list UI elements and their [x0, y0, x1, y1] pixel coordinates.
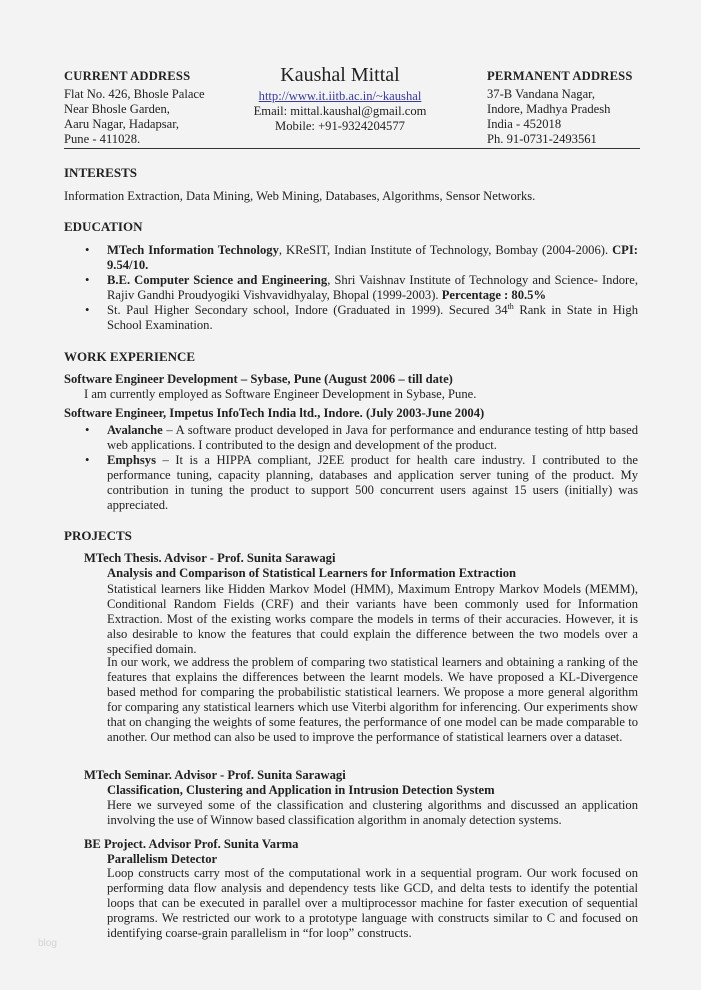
header-divider: [64, 148, 640, 149]
projects-heading: PROJECTS: [64, 528, 132, 543]
permanent-address-title: PERMANENT ADDRESS: [487, 69, 633, 83]
project-subtitle: Classification, Clustering and Application in Intrusion Detection System: [107, 783, 495, 797]
score: CPI: 9.54/10.: [107, 243, 638, 272]
watermark: blog: [38, 938, 57, 949]
details: – A software product developed in Java for performance and endurance testing of http based web applications. I contributed to the design and development of the product.: [107, 423, 638, 452]
project-paragraph: Loop constructs carry most of the computational work in a sequential program. Our work focused on performing data flow analysis and dependency tests like GCD, and delta tests to identify the potential loops that can be executed in parallel over a multiprocessor machine for faster execution of sequential programs. We restricted our work to a prototype language with constructs similar to C and focused on identifying coarse-grain parallelism in “for loop” constructs.: [107, 866, 638, 940]
address-line: Near Bhosle Garden,: [64, 102, 170, 116]
education-heading: EDUCATION: [64, 219, 143, 234]
email: Email: mittal.kaushal@gmail.com: [253, 104, 427, 118]
project-heading: BE Project. Advisor Prof. Sunita Varma: [84, 837, 299, 851]
project-subtitle: Parallelism Detector: [107, 852, 218, 866]
education-list: [64, 243, 638, 333]
address-line: Ph. 91-0731-2493561: [487, 132, 597, 146]
interests-text: Information Extraction, Data Mining, Web Mining, Databases, Algorithms, Sensor Networks.: [64, 189, 536, 203]
project-paragraph: Statistical learners like Hidden Markov Model (HMM), Maximum Entropy Markov Models (MEMM), Conditional Random Fields (CRF) and their variants have been commonly used for Information Extraction. Most of the existing works compare the models in terms of their accuracies. However, it is also desirable to know the features that could explain the difference between the two models over a specified domain.: [107, 582, 638, 656]
score: Percentage : 80.5%: [441, 288, 547, 302]
project-paragraph: Here we surveyed some of the classification and clustering algorithms and discussed an application involving the use of Winnow based classification algorithm in anomaly detection systems.: [107, 798, 638, 827]
details: , KReSIT, Indian Institute of Technology, Bombay (2004-2006).: [278, 243, 609, 257]
superscript: th: [507, 301, 514, 311]
details: Rank in State in High School Examination.: [107, 303, 638, 332]
mobile: Mobile: +91-9324204577: [275, 119, 405, 133]
details: St. Paul Higher Secondary school, Indore (Graduated in 1999). Secured 34: [107, 303, 508, 317]
job-description: I am currently employed as Software Engineer Development in Sybase, Pune.: [84, 387, 477, 401]
degree: MTech Information Technology: [107, 243, 279, 257]
job-item: • Emphsys – It is a HIPPA compliant, J2EE product for health care industry. I contributed to the performance tuning, capacity planning, databases and application server tuning of the product. My contribution in tuning the product to support 500 concurrent users against 15 users (initially) was appreciated.: [85, 453, 638, 512]
details: – It is a HIPPA compliant, J2EE product for health care industry. I contributed to the performance tuning, capacity planning, databases and application server tuning of the product. My contribution in tuning the product to support 500 concurrent users against 15 users (initially) was appreciated.: [107, 453, 638, 512]
education-item: • MTech Information Technology, KReSIT, Indian Institute of Technology, Bombay (2004-2006). CPI: 9.54/10.: [85, 243, 638, 272]
address-line: India - 452018: [487, 117, 562, 131]
job-heading: Software Engineer Development – Sybase, Pune (August 2006 – till date): [64, 372, 453, 386]
education-item: • B.E. Computer Science and Engineering, Shri Vaishnav Institute of Technology and Science- Indore, Rajiv Gandhi Proudyogiki Vishvavidhyalay, Bhopal (1999-2003). Percentage : 80.5%: [85, 273, 638, 302]
contact-block: [240, 65, 440, 134]
address-line: Flat No. 426, Bhosle Palace: [64, 87, 205, 101]
website-link[interactable]: http://www.it.iitb.ac.in/~kaushal: [258, 89, 422, 103]
education-item: • St. Paul Higher Secondary school, Indore (Graduated in 1999). Secured 34th Rank in State in High School Examination.: [85, 301, 638, 332]
current-address-title: CURRENT ADDRESS: [64, 69, 191, 83]
work-heading: WORK EXPERIENCE: [64, 349, 196, 364]
current-address: [64, 69, 205, 147]
address-line: Pune - 411028.: [64, 132, 141, 146]
details: , Shri Vaishnav Institute of Technology and Science- Indore, Rajiv Gandhi Proudyogiki Vishvavidhyalay, Bhopal (1999-2003).: [107, 273, 638, 302]
address-line: Aaru Nagar, Hadapsar,: [64, 117, 180, 131]
project-subtitle: Analysis and Comparison of Statistical Learners for Information Extraction: [107, 566, 517, 580]
product-name: Avalanche: [107, 423, 163, 437]
degree: B.E. Computer Science and Engineering: [107, 273, 328, 287]
project-heading: MTech Seminar. Advisor - Prof. Sunita Sarawagi: [84, 768, 346, 782]
job-item: • Avalanche – A software product developed in Java for performance and endurance testing of http based web applications. I contributed to the design and development of the product.: [85, 423, 638, 452]
job-list: [64, 423, 638, 513]
project-heading: MTech Thesis. Advisor - Prof. Sunita Sarawagi: [84, 551, 336, 565]
product-name: Emphsys: [107, 453, 156, 467]
project-paragraph: In our work, we address the problem of comparing two statistical learners and obtaining a ranking of the features that explains the differences between the learnt models. We have proposed a KL-Divergence based method for comparing the probabilistic statistical learners. We propose a more general algorithm for comparing any statistical learners which use Viterbi algorithm for inferencing. Our experiments show that on changing the weights of some features, the performance of one model can be made comparable to another. Our method can also be used to improve the performance of statistical learners over a dataset.: [107, 655, 638, 744]
candidate-name: Kaushal Mittal: [280, 64, 400, 86]
interests-heading: INTERESTS: [64, 165, 137, 180]
address-line: Indore, Madhya Pradesh: [487, 102, 611, 116]
address-line: 37-B Vandana Nagar,: [487, 87, 596, 101]
permanent-address: [487, 69, 633, 147]
job-heading: Software Engineer, Impetus InfoTech India ltd., Indore. (July 2003-June 2004): [64, 406, 485, 420]
